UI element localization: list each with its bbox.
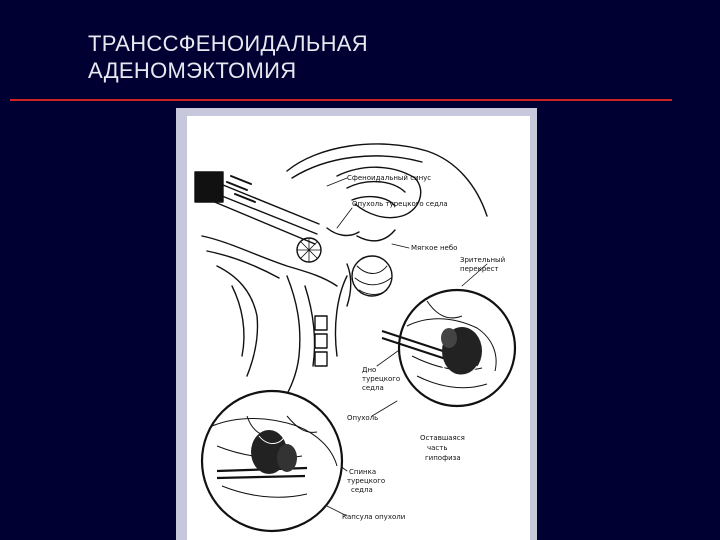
label-sphenoid-sinus: Сфеноидальный синус bbox=[347, 174, 432, 182]
anatomical-illustration bbox=[187, 116, 530, 540]
label-dorsum-sellae-2: турецкого bbox=[347, 477, 386, 485]
label-sellar-tumor: Опухоль турецкого седла bbox=[352, 200, 448, 208]
inset-magnified-view-1 bbox=[382, 290, 515, 406]
label-remaining-pituitary-3: гипофиза bbox=[425, 454, 461, 462]
label-soft-palate: Мягкое небо bbox=[411, 244, 458, 252]
label-dorsum-sellae-1: Спинка bbox=[349, 468, 377, 476]
label-sella-floor-2: турецкого bbox=[362, 375, 401, 383]
title-line-2: АДЕНОМЭКТОМИЯ bbox=[88, 58, 297, 83]
label-sella-floor-1: Дно bbox=[362, 366, 377, 374]
label-remaining-pituitary-2: часть bbox=[427, 444, 448, 452]
title-divider bbox=[10, 99, 672, 101]
label-optic-chiasm-1: Зрительный bbox=[460, 256, 506, 264]
label-tumor-capsule: Капсула опухоли bbox=[342, 513, 406, 521]
slide-title bbox=[88, 30, 648, 84]
inset-magnified-view-2 bbox=[202, 391, 342, 531]
label-dorsum-sellae-3: седла bbox=[351, 486, 373, 494]
label-optic-chiasm-2: перекрест bbox=[460, 265, 499, 273]
label-tumor: Опухоль bbox=[347, 414, 379, 422]
label-remaining-pituitary-1: Оставшаяся bbox=[420, 434, 465, 442]
label-sella-floor-3: седла bbox=[362, 384, 384, 392]
title-line-1: ТРАНССФЕНОИДАЛЬНАЯ bbox=[88, 31, 368, 56]
